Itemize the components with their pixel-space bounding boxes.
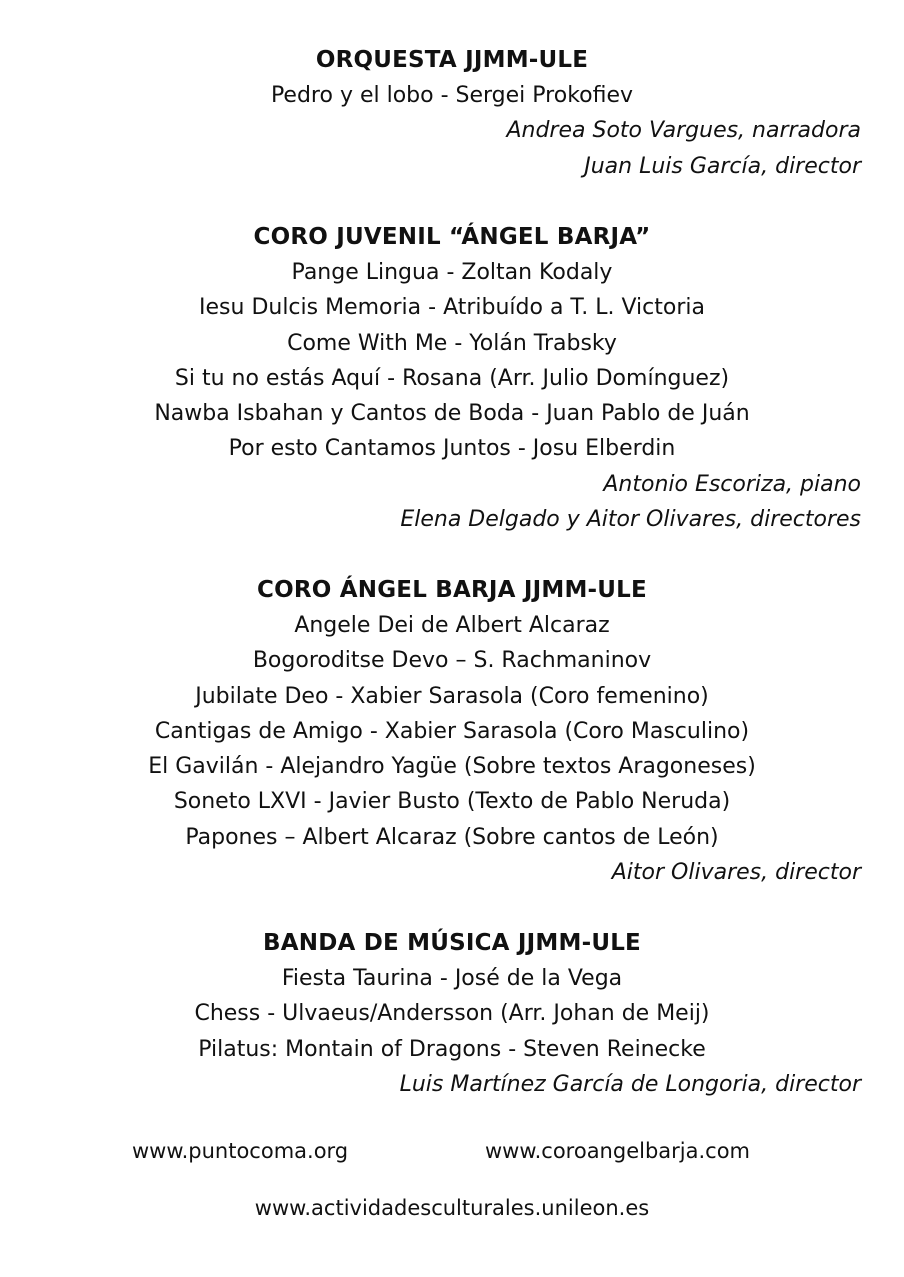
section-orquesta [0, 43, 904, 184]
piece-line: Angele Dei de Albert Alcaraz [294, 613, 610, 638]
piece-line: Papones – Albert Alcaraz (Sobre cantos de León) [185, 824, 719, 850]
section-banda [0, 926, 904, 1102]
piece-line: Bogoroditse Devo – S. Rachmaninov [252, 648, 652, 674]
piece-line: Fiesta Taurina - José de la Vega [281, 966, 623, 991]
section-title: CORO JUVENIL “ÁNGEL BARJA” [253, 224, 651, 250]
credit-line: Elena Delgado y Aitor Olivares, directores [400, 507, 861, 533]
credit-line: Juan Luis García, director [584, 153, 861, 179]
section-coro-angel-barja [0, 573, 904, 890]
piece-line: Iesu Dulcis Memoria - Atribuído a T. L. Victoria [199, 295, 705, 321]
piece-line: Pange Lingua - Zoltan Kodaly [291, 260, 613, 285]
credit-line: Antonio Escoriza, piano [603, 471, 861, 497]
piece-line: Si tu no estás Aquí - Rosana (Arr. Julio Domínguez) [174, 365, 730, 391]
piece-line: Pedro y el lobo - Sergei Prokofiev [270, 83, 634, 108]
credit-line: Luis Martínez García de Longoria, director [399, 1071, 861, 1097]
piece-line: Come With Me - Yolán Trabsky [287, 330, 617, 356]
piece-line: Cantigas de Amigo - Xabier Sarasola (Coro Masculino) [154, 718, 750, 744]
piece-line: Por esto Cantamos Juntos - Josu Elberdin [228, 436, 676, 462]
link-puntocoma[interactable]: www.puntocoma.org [132, 1139, 349, 1163]
piece-line: Chess - Ulvaeus/Andersson (Arr. Johan de Meij) [194, 1001, 710, 1027]
section-coro-juvenil [0, 220, 904, 537]
link-coroangelbarja[interactable]: www.coroangelbarja.com [485, 1139, 751, 1163]
section-title: ORQUESTA JJMM-ULE [315, 47, 589, 73]
piece-line: Nawba Isbahan y Cantos de Boda - Juan Pablo de Juán [154, 401, 750, 427]
piece-line: El Gavilán - Alejandro Yagüe (Sobre textos Aragoneses) [148, 754, 756, 780]
section-title: CORO ÁNGEL BARJA JJMM-ULE [257, 577, 647, 603]
piece-line: Jubilate Deo - Xabier Sarasola (Coro femenino) [195, 683, 709, 709]
credit-line: Aitor Olivares, director [611, 860, 861, 886]
piece-line: Pilatus: Montain of Dragons - Steven Reinecke [198, 1036, 706, 1062]
piece-line: Soneto LXVI - Javier Busto (Texto de Pablo Neruda) [173, 789, 731, 815]
credit-line: Andrea Soto Vargues, narradora [506, 118, 861, 144]
section-title: BANDA DE MÚSICA JJMM-ULE [263, 930, 641, 956]
link-actividadesculturales[interactable]: www.actividadesculturales.unileon.es [254, 1196, 650, 1220]
